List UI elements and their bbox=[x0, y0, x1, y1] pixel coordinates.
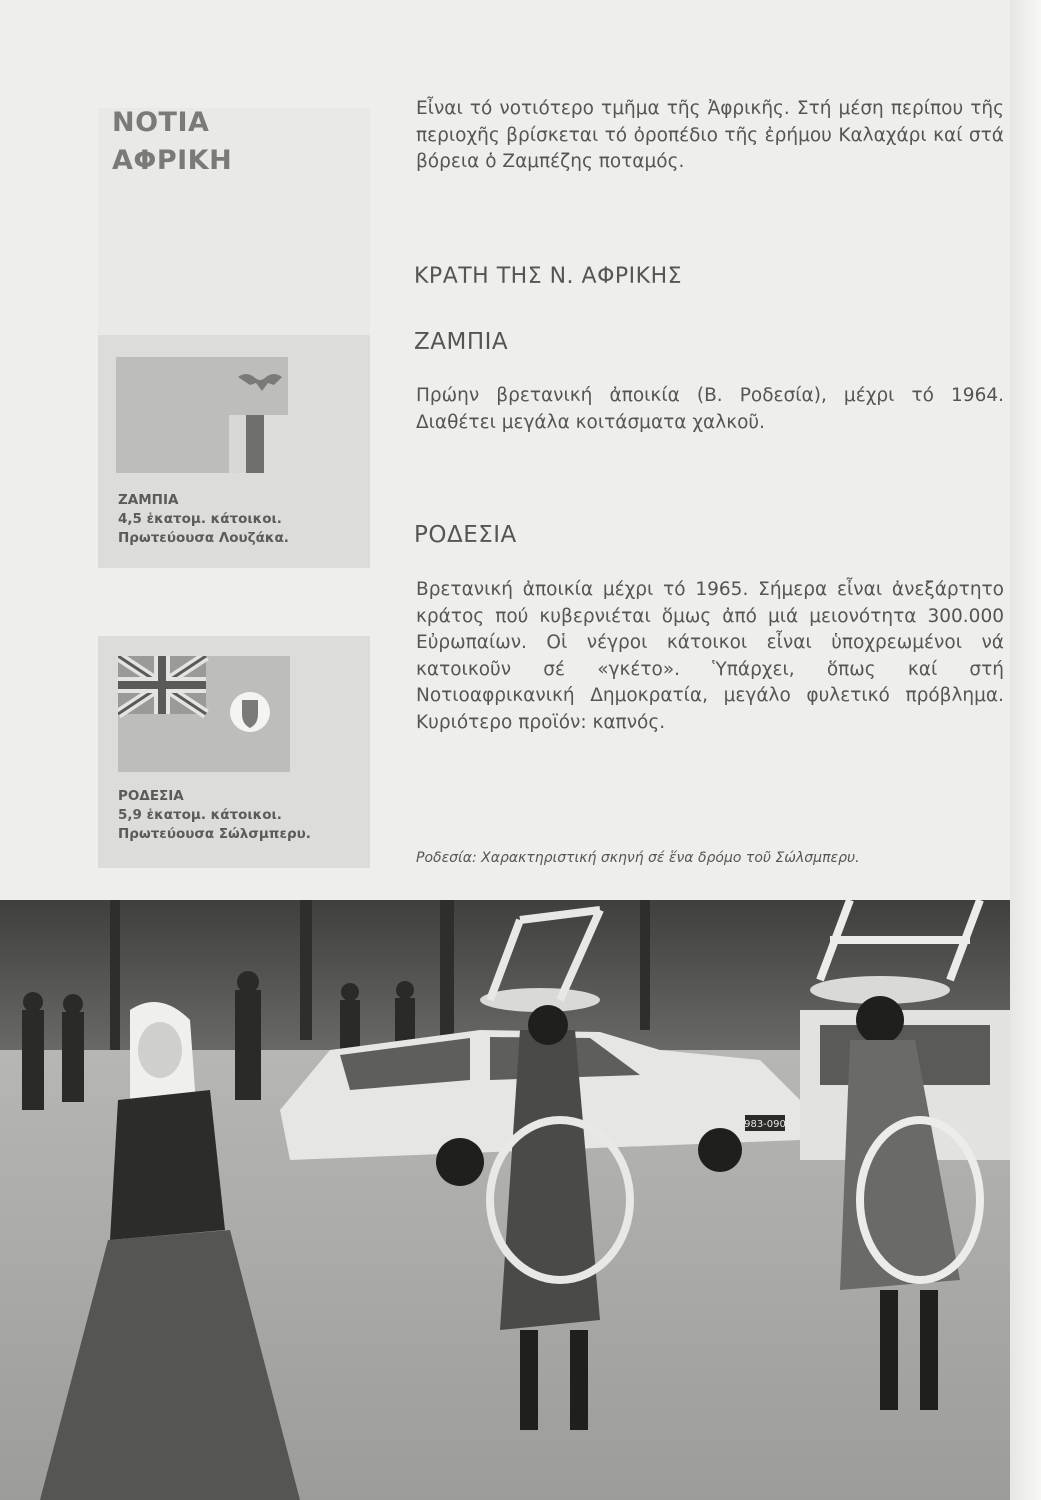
page-edge-shadow bbox=[1010, 0, 1041, 1500]
rhodesia-text: Βρετανική ἀποικία μέχρι τό 1965. Σήμερα εἶναι ἀνεξάρτητο κράτος πού κυβερνιέται ὅμως ἀπό μιά μειονότητα 300.000 Εὐρωπαίων. Οἱ νέγροι κάτοικοι εἶναι ὑποχρεωμένοι νά κατοικοῦν σέ «γκέτο». Ὑπάρχει, ὅπως καί στή Νοτιοαφρικανική Δημοκρατία, μεγάλο φυλετικό πρόβλημα. Κυριότερο προϊόν: καπνός. bbox=[416, 579, 1004, 733]
rhodesia-card-name: ΡΟΔΕΣΙΑ bbox=[118, 788, 184, 804]
zambia-text: Πρώην βρετανική ἀποικία (Β. Ροδεσία), μέχρι τό 1964. Διαθέτει μεγάλα κοιτάσματα χαλκοῦ. bbox=[416, 385, 1004, 433]
rhodesia-card bbox=[98, 636, 370, 868]
zambia-card bbox=[98, 335, 370, 568]
street-scene-photo bbox=[0, 900, 1010, 1500]
zambia-card-population: 4,5 ἑκατομ. κάτοικοι. bbox=[118, 511, 282, 527]
section-title-line1: ΝΟΤΙΑ bbox=[112, 107, 210, 138]
zambia-flag bbox=[116, 357, 288, 473]
photo-caption: Ροδεσία: Χαρακτηριστική σκηνή σέ ἕνα δρόμο τοῦ Σώλσμπερυ. bbox=[416, 850, 860, 866]
intro-paragraph: Εἶναι τό νοτιότερο τμῆμα τῆς Ἀφρικῆς. Στή μέση περίπου τῆς περιοχῆς βρίσκεται τό ὀροπέδιο τῆς ἐρήμου Καλαχάρι καί στά βόρεια ὁ Ζαμπέζης ποταμός. bbox=[416, 98, 1004, 172]
rhodesia-card-capital: Πρωτεύουσα Σώλσμπερυ. bbox=[118, 826, 311, 842]
zambia-card-name: ΖΑΜΠΙΑ bbox=[118, 492, 179, 508]
rhodesia-card-info bbox=[118, 787, 311, 844]
section-title bbox=[112, 104, 232, 180]
zambia-heading: ΖΑΜΠΙΑ bbox=[414, 329, 509, 355]
rhodesia-heading: ΡΟΔΕΣΙΑ bbox=[414, 522, 517, 548]
union-jack-canton bbox=[118, 656, 206, 714]
section-title-line2: ΑΦΡΙΚΗ bbox=[112, 145, 233, 176]
rhodesia-card-population: 5,9 ἑκατομ. κάτοικοι. bbox=[118, 807, 282, 823]
zambia-card-info bbox=[118, 491, 289, 548]
zambia-card-capital: Πρωτεύουσα Λουζάκα. bbox=[118, 530, 289, 546]
states-heading: ΚΡΑΤΗ ΤΗΣ Ν. ΑΦΡΙΚΗΣ bbox=[414, 264, 683, 289]
licence-plate: 983-090 bbox=[744, 1119, 786, 1130]
rhodesia-flag bbox=[118, 656, 290, 772]
